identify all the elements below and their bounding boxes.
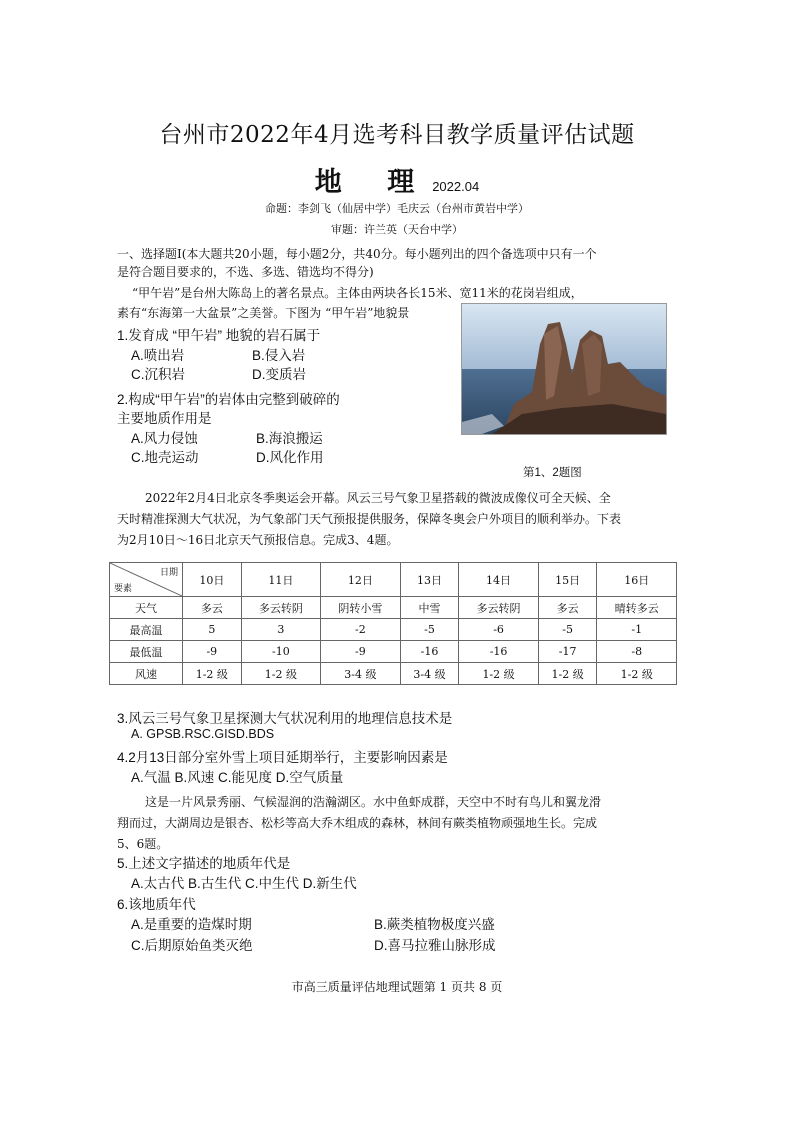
subject-name: 地 理 [314,167,433,198]
date-header: 16日 [597,563,677,597]
q6-option-b: B.蕨类植物极度兴盛 [374,917,495,932]
q1-option-c: C.沉积岩 [131,367,185,382]
row-label: 最高温 [110,619,183,641]
page-footer: 市高三质量评估地理试题第 1 页共 8 页 [291,980,503,994]
q1-stem: 1.发育成 “甲午岩” 地貌的岩石属于 [117,328,321,343]
corner-date-label: 日期 [159,568,178,578]
jiawu-rock-photo [461,303,667,435]
table-cell: 1-2 级 [183,663,242,685]
table-cell: 中雪 [400,597,459,619]
q3-options: A. GPSB.RSC.GISD.BDS [131,727,275,741]
table-row [110,597,677,619]
q6-option-a: A.是重要的造煤时期 [131,917,252,932]
table-cell: -1 [597,619,677,641]
table-cell: 1-2 级 [459,663,538,685]
author-credits: 命题：李剑飞（仙居中学）毛庆云（台州市黄岩中学） [265,202,529,215]
row-label: 风速 [110,663,183,685]
table-header-row [110,563,677,597]
q5-stem: 5.上述文字描述的地质年代是 [117,856,291,871]
date-header: 11日 [241,563,320,597]
weather-forecast-table [109,562,677,685]
table-cell: -5 [400,619,459,641]
section-heading: 一、选择题Ⅰ(本大题共20小题，每小题2分，共40分。每小题列出的四个备选项中只有一个 是符合题目要求的，不选、多选、错选均不得分) [117,247,597,279]
q2-stem-2: 主要地质作用是 [117,411,212,426]
table-cell: 多云 [183,597,242,619]
row-label: 最低温 [110,641,183,663]
date-header: 14日 [459,563,538,597]
q6-option-d: D.喜马拉雅山脉形成 [374,938,496,953]
table-cell: -6 [459,619,538,641]
exam-date: 2022.04 [432,179,480,194]
table-cell: 多云转阴 [459,597,538,619]
q2-option-c: C.地壳运动 [131,450,199,465]
table-cell: 多云 [538,597,597,619]
table-cell: 1-2 级 [597,663,677,685]
reviewer-credits: 审题：许兰英（天台中学） [331,223,463,236]
table-cell: 1-2 级 [538,663,597,685]
table-cell: -2 [321,619,400,641]
table-row [110,663,677,685]
subject-line [0,160,794,199]
date-header: 13日 [400,563,459,597]
exam-title: 台州市2022年4月选考科目教学质量评估试题 [159,122,635,148]
row-label: 天气 [110,597,183,619]
table-row [110,641,677,663]
table-cell: -17 [538,641,597,663]
passage-olympics: 2022年2月4日北京冬季奥运会开幕。风云三号气象卫星搭载的微波成像仪可全天候、全 天时精准探测大气状况，为气象部门天气预报提供服务，保障冬奥会户外项目的顺利举办。下表 为2月10日～16日北京天气预报信息。完成3、4题。 [117,491,622,547]
q6-stem: 6.该地质年代 [117,897,196,912]
table-cell: 1-2 级 [241,663,320,685]
q3-stem: 3.风云三号气象卫星探测大气状况利用的地理信息技术是 [117,711,453,726]
table-cell: 5 [183,619,242,641]
table-corner-cell [110,563,183,597]
passage-geologic-era: 这是一片风景秀丽、气候湿润的浩瀚湖区。水中鱼虾成群，天空中不时有鸟儿和翼龙滑 翔而过，大湖周边是银杏、松杉等高大乔木组成的森林，林间有蕨类植物顽强地生长。完成 5、6题。 [117,795,602,851]
table-cell: 阴转小雪 [321,597,400,619]
q6-option-c: C.后期原始鱼类灭绝 [131,938,253,953]
table-cell: -9 [321,641,400,663]
q1-option-b: B.侵入岩 [252,348,306,363]
q2-option-b: B.海浪搬运 [256,431,323,446]
q2-stem-1: 2.构成“甲午岩”的岩体由完整到破碎的 [117,392,340,407]
table-cell: -16 [400,641,459,663]
date-header: 10日 [183,563,242,597]
q1-option-d: D.变质岩 [252,367,306,382]
table-cell: 晴转多云 [597,597,677,619]
table-cell: 多云转阴 [241,597,320,619]
q2-option-a: A.风力侵蚀 [131,431,198,446]
q1-option-a: A.喷出岩 [131,348,185,363]
q4-options: A.气温 B.风速 C.能见度 D.空气质量 [131,770,344,785]
table-cell: -16 [459,641,538,663]
q4-stem: 4.2月13日部分室外雪上项目延期举行，主要影响因素是 [117,750,448,765]
table-cell: -8 [597,641,677,663]
table-cell: 3 [241,619,320,641]
date-header: 15日 [538,563,597,597]
date-header: 12日 [321,563,400,597]
corner-element-label: 要素 [114,584,133,594]
intro-line-2: 素有“东海第一大盆景”之美誉。下图为 “甲午岩”地貌景 [117,306,410,320]
table-row [110,619,677,641]
table-cell: 3-4 级 [400,663,459,685]
table-cell: 3-4 级 [321,663,400,685]
intro-line-1: “甲午岩”是台州大陈岛上的著名景点。主体由两块各长15米、宽11米的花岗岩组成， [132,286,583,300]
q5-options: A.太古代 B.古生代 C.中生代 D.新生代 [131,876,357,891]
table-cell: -5 [538,619,597,641]
figure-caption: 第1、2题图 [523,467,582,479]
q2-option-d: D.风化作用 [256,450,324,465]
table-cell: -9 [183,641,242,663]
table-cell: -10 [241,641,320,663]
